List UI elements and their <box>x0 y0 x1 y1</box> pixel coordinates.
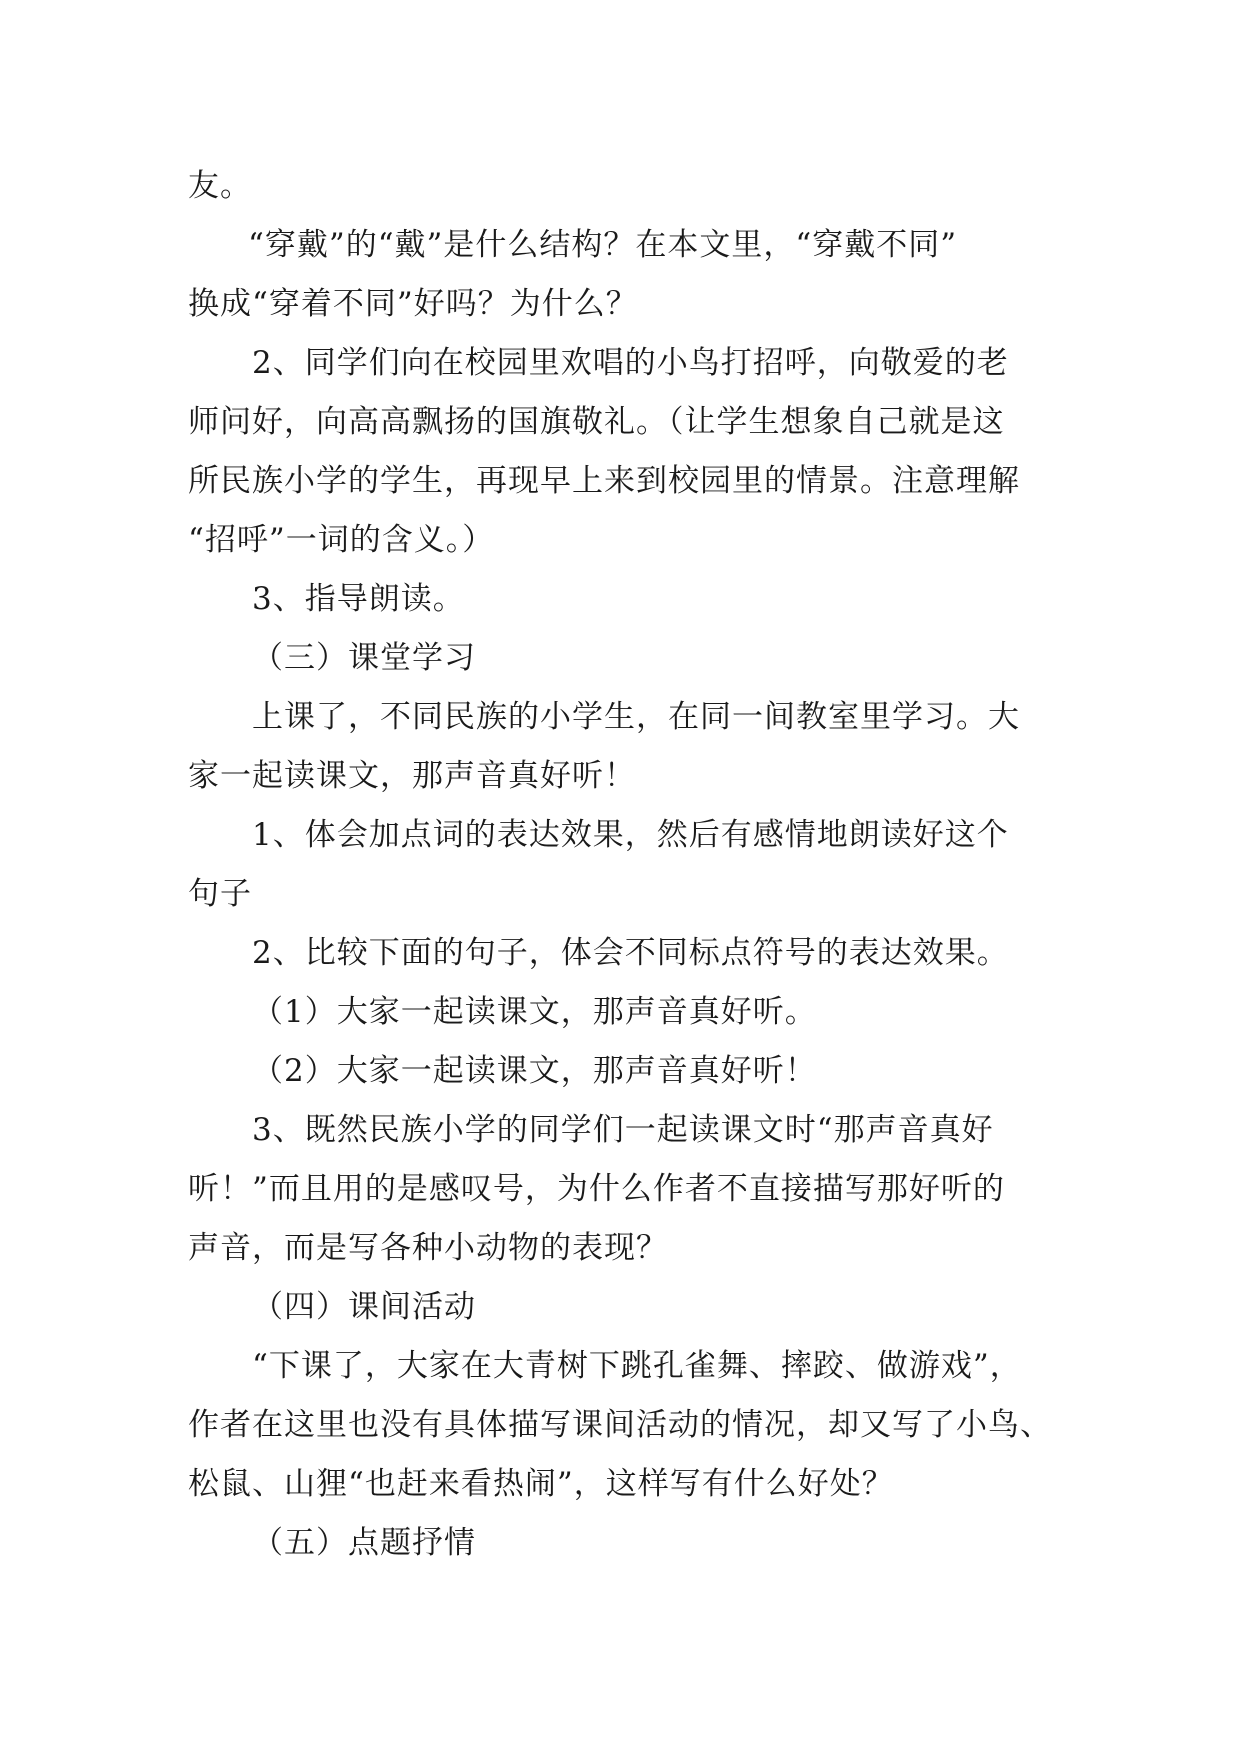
text-line: （2）大家一起读课文，那声音真好听！ <box>252 1053 817 1089</box>
text-line: 3、既然民族小学的同学们一起读课文时“那声音真好 <box>252 1112 994 1148</box>
text-line: 上课了，不同民族的小学生，在同一间教室里学习。大 <box>252 699 1020 735</box>
section-heading: （三）课堂学习 <box>252 640 476 676</box>
text-line: “穿戴”的“戴”是什么结构？在本文里，“穿戴不同” <box>248 227 958 263</box>
text-line: 2、比较下面的句子，体会不同标点符号的表达效果。 <box>252 935 1009 971</box>
text-line: （1）大家一起读课文，那声音真好听。 <box>252 994 817 1030</box>
text-line: “下课了，大家在大青树下跳孔雀舞、摔跤、做游戏”， <box>252 1348 1022 1384</box>
text-line: 听！”而且用的是感叹号，为什么作者不直接描写那好听的 <box>188 1171 1005 1207</box>
text-line: 家一起读课文，那声音真好听！ <box>188 758 636 794</box>
text-line: 师问好，向高高飘扬的国旗敬礼。（让学生想象自己就是这 <box>188 404 1005 440</box>
text-line: 换成“穿着不同”好吗？为什么？ <box>188 286 638 322</box>
text-line: 所民族小学的学生，再现早上来到校园里的情景。注意理解 <box>188 463 1020 499</box>
text-line: 松鼠、山狸“也赶来看热闹”，这样写有什么好处？ <box>188 1466 894 1502</box>
text-line: 友。 <box>188 168 252 204</box>
text-line: “招呼”一词的含义。） <box>188 522 495 558</box>
text-line: 作者在这里也没有具体描写课间活动的情况，却又写了小鸟、 <box>188 1407 1052 1443</box>
text-line: 1、体会加点词的表达效果，然后有感情地朗读好这个 <box>252 817 1009 853</box>
text-line: 2、同学们向在校园里欢唱的小鸟打招呼，向敬爱的老 <box>252 345 1009 381</box>
text-line: 句子 <box>188 876 252 912</box>
text-line: 声音，而是写各种小动物的表现？ <box>188 1230 668 1266</box>
section-heading: （五）点题抒情 <box>252 1525 476 1561</box>
section-heading: （四）课间活动 <box>252 1289 476 1325</box>
text-line: 3、指导朗读。 <box>252 581 465 617</box>
